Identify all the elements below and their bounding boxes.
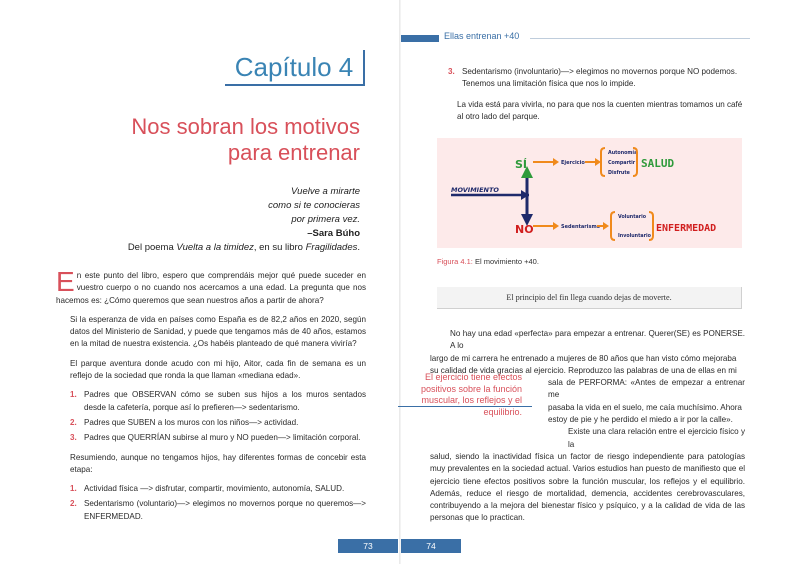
list-item-number: 2. (70, 499, 77, 509)
body-line: pasaba la vida en el suelo, me caía muchísimo. Ahora (548, 402, 742, 412)
figure-caption-text: El movimiento +40. (472, 257, 539, 266)
movement-diagram (437, 138, 742, 248)
list-item-number: 2. (70, 417, 77, 427)
epigraph-source-mid: , en su libro (253, 242, 306, 253)
label-sedentarismo: Sedentarismo (561, 224, 601, 230)
epigraph-book-title: Fragilidades (305, 242, 358, 253)
label-involuntario: Involuntario (618, 234, 651, 239)
paragraph-park: El parque aventura donde acudo con mi hijo, Aitor, cada fin de semana es un reflejo de la sociedad que ronda la que llaman «mediana edad». (70, 358, 366, 381)
body-line: largo de mi carrera he entrenado a mujeres de 80 años que han visto cómo mejoraba (430, 353, 737, 363)
pullquote: El ejercicio tiene efectos positivos sobre la función muscular, los reflejos y el equilibrio. (420, 372, 522, 417)
label-movimiento: MOVIMIENTO (451, 186, 499, 194)
epigraph-poem-title: Vuelta a la timidez (176, 242, 254, 253)
label-disfrute: Disfrute (608, 171, 630, 176)
label-salud: SALUD (641, 157, 675, 170)
label-compartir: Compartir (608, 161, 636, 166)
page-number-left: 73 (338, 539, 398, 553)
body-line: No hay una edad «perfecta» para empezar a entrenar. Querer(SE) es PONERSE. A lo (450, 329, 745, 351)
paragraph-life-expectancy: Si la esperanza de vida en países como España es de 82,2 años en 2020, según datos del Ministerio de Sanidad, y puede que tengamos más de 40 años, estamos en la mitad de nuestra existencia. ¿Os habéis planteado de qué manera viviría? (70, 314, 366, 349)
epigraph-line2: como si te conocieras (268, 200, 360, 211)
label-enfermedad: ENFERMEDAD (656, 223, 717, 234)
list-item-text: Padres que QUERRÍAN subirse al muro y NO pueden—> limitación corporal. (84, 433, 361, 443)
epigraph-source-end: . (357, 242, 360, 253)
callout-box: El principio del fin llega cuando dejas de moverte. (437, 287, 742, 309)
list-item (448, 66, 748, 91)
label-voluntario: Voluntario (618, 215, 647, 220)
label-ejercicio: Ejercicio (561, 160, 585, 166)
page-number-right: 74 (401, 539, 461, 553)
list-item-text: Padres que OBSERVAN cómo se suben sus hijos a los muros sentados desde la cafetería, porque así lo prefieren—> sedentarismo. (84, 390, 366, 412)
si-arrow-icon (553, 158, 559, 166)
running-header: Ellas entrenan +40 (444, 31, 520, 41)
list-item-number: 3. (70, 433, 77, 443)
body-line: estoy de pie y he perdido el miedo a ir por la calle». (548, 415, 733, 425)
list-item-number: 1. (70, 390, 77, 400)
figure-caption (437, 257, 539, 266)
label-no: NO (515, 223, 534, 236)
movement-diagram-svg (437, 138, 742, 248)
epigraph-source (60, 241, 360, 255)
drop-cap: E (56, 266, 75, 297)
list-item-text: Actividad física —> disfrutar, compartir, movimiento, autonomía, SALUD. (84, 484, 345, 494)
epigraph-source-prefix: Del poema (127, 242, 177, 253)
list-item (70, 432, 366, 444)
pullquote-rule (398, 406, 532, 407)
paragraph-intro-text: n este punto del libro, espero que comprendáis mejor qué puede suceder en vuestro cuerpo o no cuando nos acercamos a una edad. La pregunta que nos hacemos es: ¿Cómo queremos que sean nuestros años a partir de ahora? (56, 271, 366, 305)
body-line: Existe una clara relación entre el ejercicio físico y la (568, 427, 745, 449)
epigraph-author: –Sara Búho (307, 228, 360, 239)
epigraph-line1: Vuelve a mirarte (291, 186, 360, 197)
right-page-top (448, 66, 748, 123)
section-title-line1: Nos sobran los motivos (131, 114, 360, 139)
figure-caption-label: Figura 4.1: (437, 257, 473, 266)
section-title (40, 114, 360, 166)
list-item (70, 483, 366, 495)
body-line: su calidad de vida gracias al ejercicio. Reproduzco las palabras de una de ellas en mi (430, 365, 737, 375)
si-bracket-left (601, 148, 605, 176)
paragraph-life: La vida está para vivirla, no para que nos la cuenten mientras tomamos un café al otro lado del parque. (457, 99, 743, 121)
body-rest: salud, siendo la inactividad física un factor de riesgo independiente para patologías muy prevalentes en la sociedad actual. Varios estudios han puesto de manifiesto que el ejercicio tiene efectos positivos sobre la función muscular, los reflejos y el equilibrio. Además, reduce el riesgo de mortalidad, demencia, accidentes cerebrovasculares, contribuyendo a la mejora del bienestar físico y psíquico, y a la calidad de vida de las personas que lo practican. (430, 451, 745, 523)
list-item-text: Sedentarismo (involuntario)—> elegimos no movernos porque NO podemos. Tenemos una limitación física que nos lo impide. (462, 67, 738, 89)
paragraph-summary: Resumiendo, aunque no tengamos hijos, hay diferentes formas de concebir esta etapa: (70, 452, 366, 474)
list-item (70, 417, 366, 429)
section-title-line2: para entrenar (227, 140, 360, 165)
chapter-title: Capítulo 4 (225, 50, 365, 86)
label-autonomia: Autonomía (608, 151, 638, 156)
running-header-rule (530, 38, 750, 39)
epigraph (60, 185, 360, 255)
parents-list (56, 389, 366, 444)
body-line: sala de PERFORMA: «Antes de empezar a entrenar me (548, 378, 745, 400)
list-item-text: Sedentarismo (voluntario)—> elegimos no movernos porque no queremos—> ENFERMEDAD. (84, 499, 366, 521)
no-bracket-left (611, 212, 615, 240)
paragraph-intro (56, 266, 366, 307)
list-item-text: Padres que SUBEN a los muros con los niños—> actividad. (84, 417, 299, 427)
book-gutter (399, 0, 401, 564)
list-item-number: 3. (448, 67, 455, 76)
no-arrow-icon (553, 222, 559, 230)
stages-list (56, 483, 366, 523)
label-si: SÍ (515, 158, 528, 171)
list-item (70, 389, 366, 414)
list-item (70, 498, 366, 523)
list-item-number: 1. (70, 484, 77, 494)
epigraph-line3: por primera vez. (291, 214, 360, 225)
running-header-bar (401, 35, 439, 42)
sedentarismo-arrow-icon (603, 222, 609, 230)
right-page-body (430, 328, 745, 525)
left-page-body (56, 266, 366, 530)
